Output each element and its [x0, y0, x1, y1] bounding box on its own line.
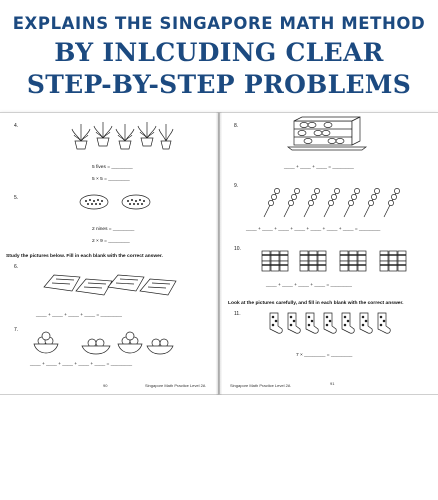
sock-5: [342, 313, 354, 333]
left-page-instruction: Study the pictures below. Fill in each blank with the correct answer.: [6, 254, 163, 259]
right-page-instruction: Look at the pictures carefully, and fill in each blank with the correct answer.: [228, 301, 404, 306]
question-11-number: 11.: [234, 311, 241, 317]
question-4-line-2: 5 × 5 = ________: [92, 177, 130, 182]
skewer-5: [344, 188, 360, 217]
bowl-3: [118, 332, 142, 353]
plant-3: [116, 124, 134, 149]
right-page-number: 91: [330, 381, 335, 386]
open-workbook: [0, 112, 438, 395]
bottom-blank-area: [0, 395, 438, 500]
headline-bottom: STEP-BY-STEP PROBLEMS: [26, 70, 412, 99]
question-7-number: 7.: [14, 327, 19, 333]
can-pack-1: [262, 251, 288, 271]
headline-middle: BY INLCUDING CLEAR: [54, 38, 384, 67]
headline-top: EXPLAINS THE SINGAPORE MATH METHOD: [12, 14, 426, 33]
tray-4: [140, 279, 176, 295]
can-pack-3: [340, 251, 366, 271]
skewer-2: [284, 188, 300, 217]
sock-2: [288, 313, 300, 333]
question-8-number: 8.: [234, 123, 239, 129]
bowl-1: [34, 332, 58, 353]
sock-6: [360, 313, 372, 333]
question-10-number: 10.: [234, 246, 241, 252]
skewer-1: [264, 188, 280, 217]
plant-2: [94, 122, 112, 146]
sock-3: [306, 313, 318, 333]
plant-5: [159, 124, 173, 149]
question-4-number: 4.: [14, 123, 19, 129]
right-page: [219, 112, 438, 395]
fruit-bowls-illustration: [30, 327, 170, 355]
plant-4: [138, 122, 156, 146]
question-6-number: 6.: [14, 264, 19, 270]
question-11-equation: 7 × ________ = ________: [296, 353, 353, 358]
left-page-footer: Singapore Math Practice Level 2A: [145, 383, 206, 388]
tray-1: [44, 275, 80, 291]
bowl-2: [82, 339, 110, 354]
right-page-footer: Singapore Math Practice Level 2A: [230, 383, 291, 388]
abacus-illustration: [288, 119, 366, 151]
canned-drinks-illustration: [260, 247, 420, 273]
left-page: [0, 112, 219, 395]
left-page-number: 90: [103, 383, 108, 388]
book-spine: [216, 112, 222, 395]
sock-7: [378, 313, 390, 333]
skewer-4: [324, 188, 340, 217]
question-5-line-2: 2 × 9 = ________: [92, 239, 130, 244]
potted-plants-illustration: [70, 121, 170, 151]
can-pack-4: [380, 251, 406, 271]
question-6-equation: ____ + ____ + ____ + ____ = ________: [36, 313, 122, 318]
skewer-3: [304, 188, 320, 217]
socks-illustration: [264, 311, 404, 335]
sock-4: [324, 313, 336, 333]
question-9-number: 9.: [234, 183, 239, 189]
tray-3: [108, 275, 144, 291]
tray-2: [76, 279, 112, 295]
skewer-7: [384, 188, 400, 217]
question-10-equation: ____ + ____ + ____ + ____ = ________: [266, 283, 352, 288]
question-9-equation: ____ + ____ + ____ + ____ + ____ + ____ + ____ = ________: [246, 227, 381, 232]
plant-1: [72, 124, 90, 149]
skewers-illustration: [262, 183, 412, 219]
cookie-trays-illustration: [42, 271, 182, 301]
bowl-4: [147, 339, 173, 354]
question-4-line-1: 5 fives = ________: [92, 165, 133, 170]
bread-loaves-illustration: [80, 193, 150, 211]
question-7-equation: ____ + ____ + ____ + ____ + ____ = ________: [30, 362, 133, 367]
question-8-equation: ____ + ____ + ____ = ________: [284, 165, 354, 170]
skewer-6: [364, 188, 380, 217]
question-5-number: 5.: [14, 195, 19, 201]
question-5-line-1: 2 nines = ________: [92, 227, 135, 232]
sock-1: [270, 313, 282, 333]
can-pack-2: [300, 251, 326, 271]
